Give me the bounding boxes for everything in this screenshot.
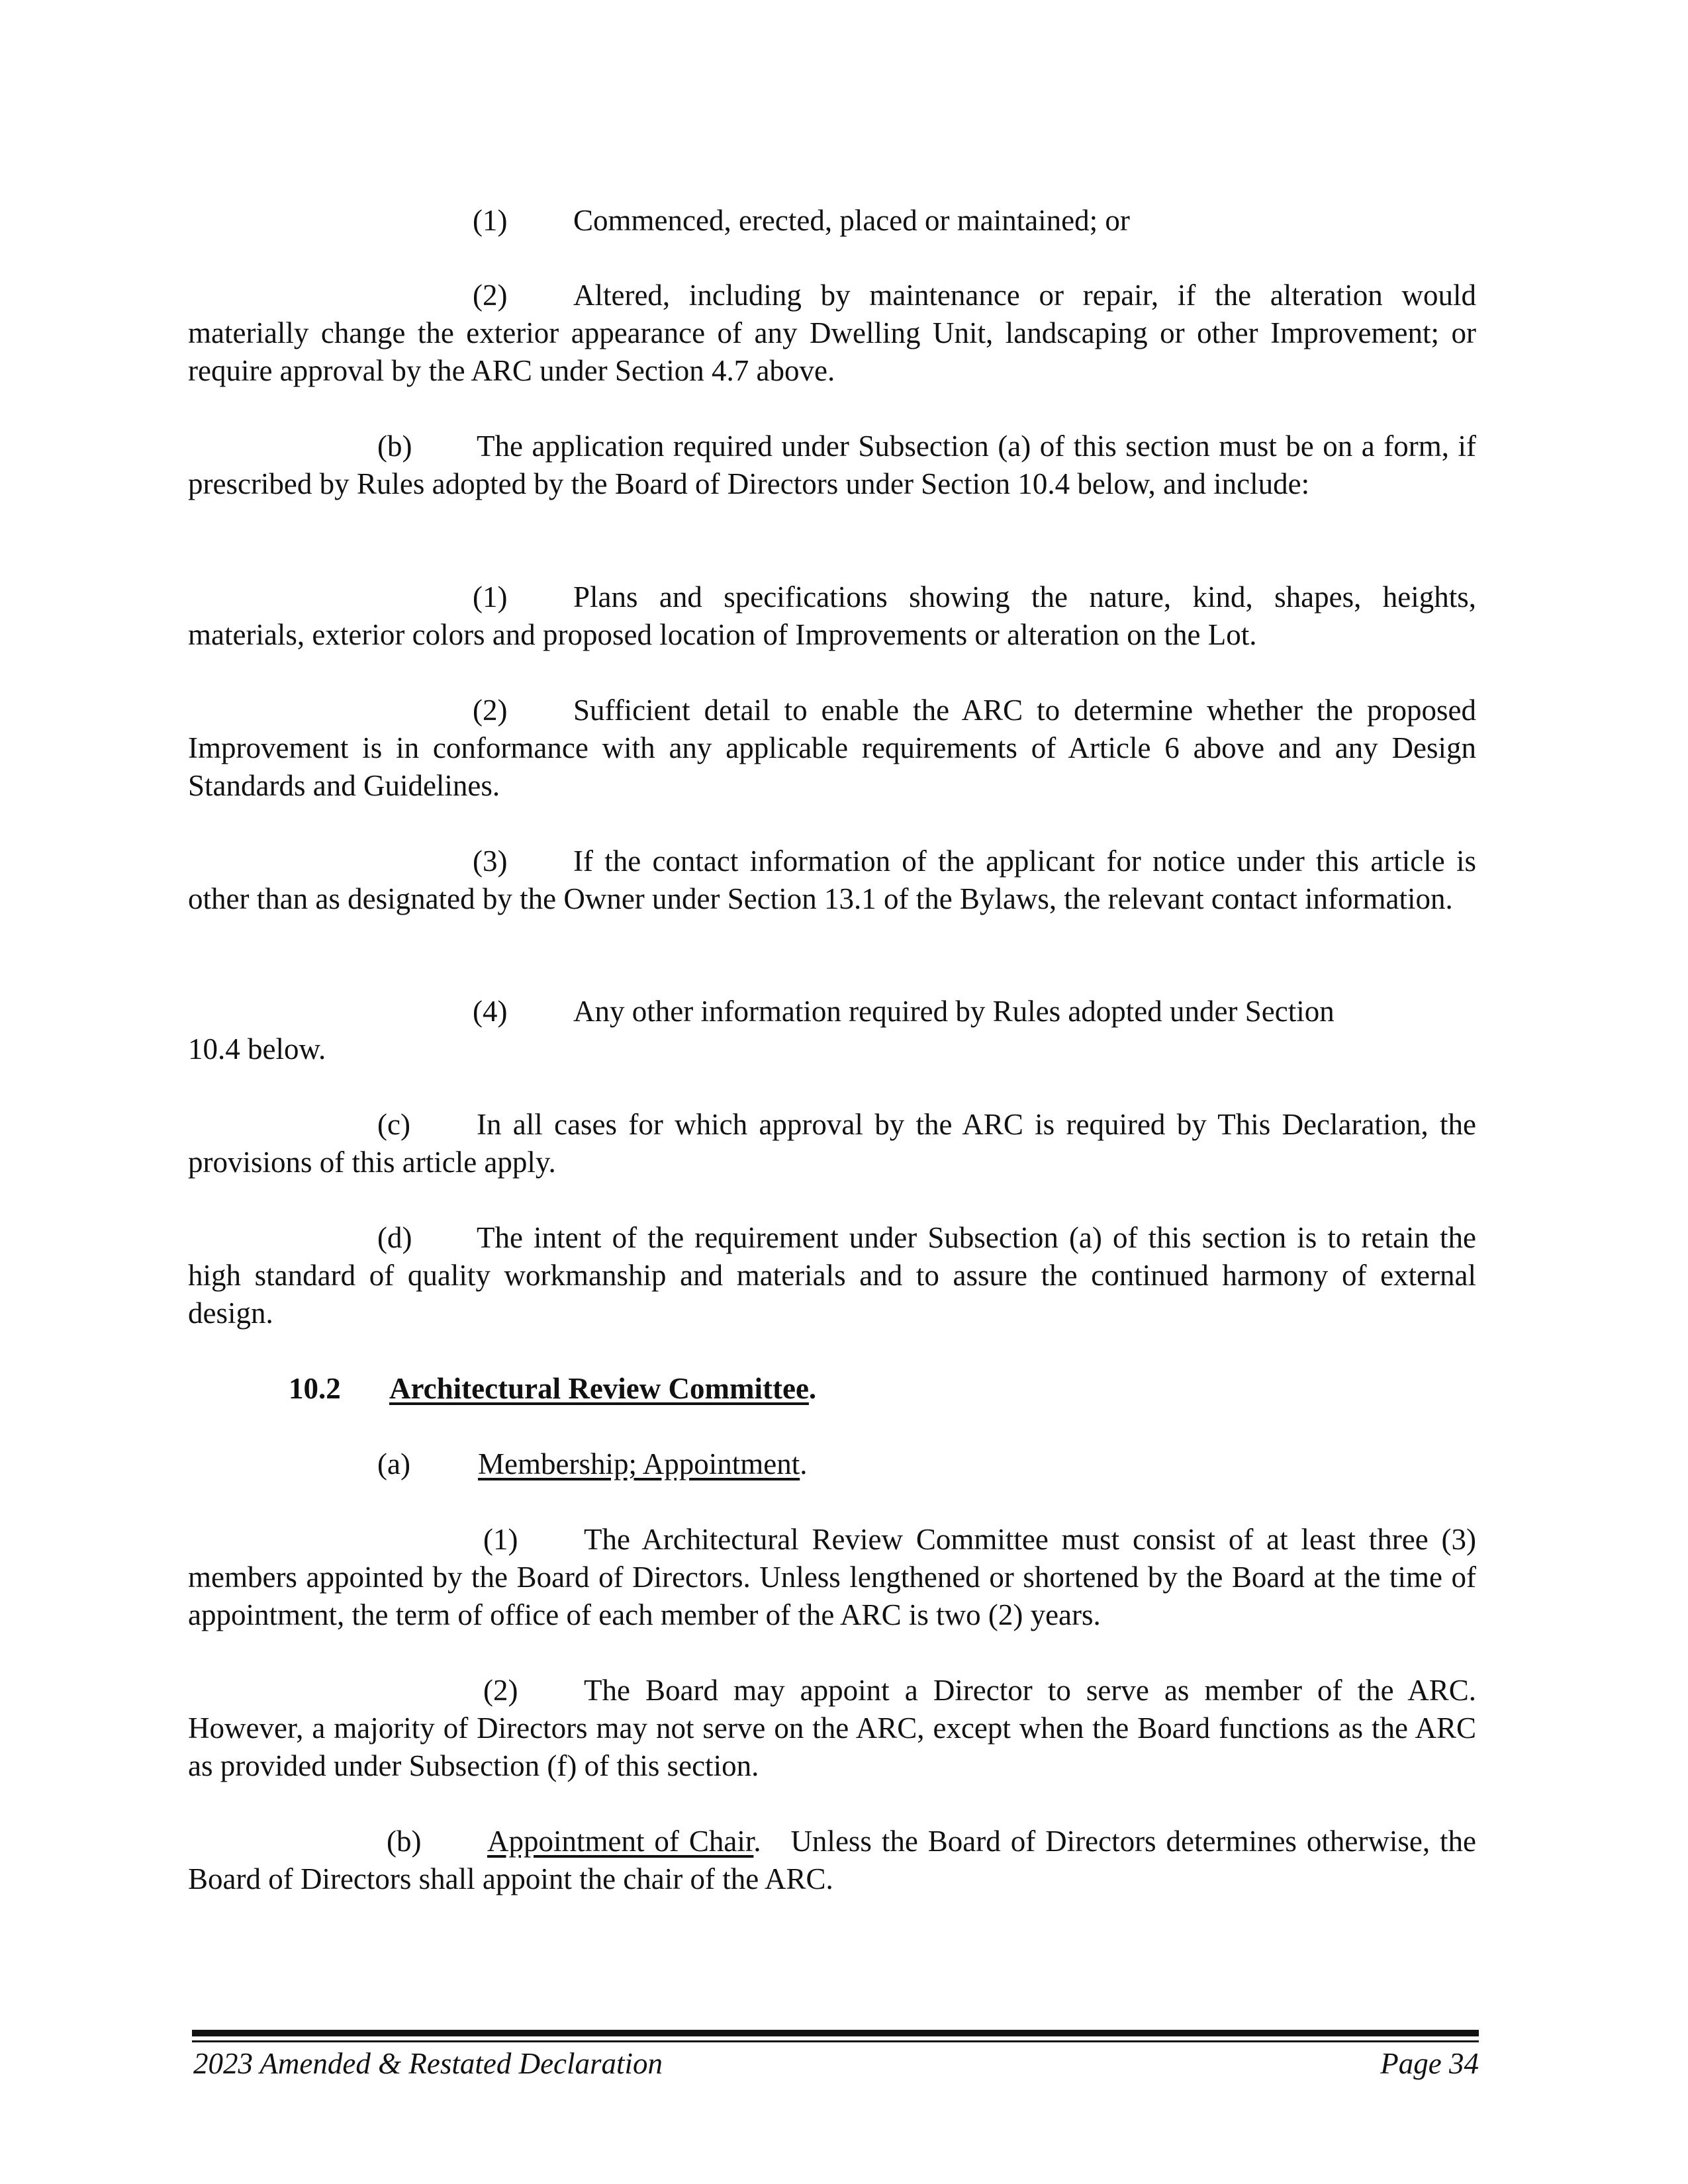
paragraph-item: (b) Appointment of Chair. Unless the Board of Directors determines otherwise, the Board of Directors shall appoint the chair of the ARC. bbox=[188, 1823, 1476, 1898]
paragraph-text: The intent of the requirement under Subsection (a) of this section is to retain the high standard of quality workmanship and materials and to assure the continued harmony of external design. bbox=[188, 1221, 1476, 1330]
paragraph-continuation bbox=[188, 1030, 1476, 1068]
item-label: (b) bbox=[387, 1825, 422, 1858]
item-label: (2) bbox=[483, 1674, 518, 1707]
item-label: (1) bbox=[473, 580, 508, 614]
subsection-title: Appointment of Chair bbox=[487, 1825, 754, 1858]
paragraph-text: Sufficient detail to enable the ARC to determine whether the proposed Improvement is in conformance with any applicable requirements of Article 6 above and any Design Standards and Guidelines. bbox=[188, 694, 1476, 802]
item-label: (a) bbox=[377, 1447, 410, 1480]
document-page: (1) Commenced, erected, placed or maintained; or (2) Altered, including by maintenance or repair, if the alteration would materially change the exterior appearance of any Dwelling Unit, landscaping or other Improvement; or require approval by the ARC under Section 4.7 above. (b) The application required under Subsection (a) of this section must be on a form, if prescribed by Rules adopted by the Board of Directors under Section 10.4 below, and include: (1) Plans and specifications showing the nature, kind, shapes, heights, materials, exterior colors and proposed location of Improvements or alteration on the Lot. (2) Sufficient detail to enable the ARC to determine whether the proposed Improvement is in conformance with any applicable requirements of Article 6 above and any Design Standards and Guidelines. (3) If the contact information of the applicant for notice under this article is other than as designated by the Owner under Section 13.1 of the Bylaws, the relevant contact information. (4) Any other information required by Rules adopted under Section 10.4 below. (c) In all cases for which approval by the ARC is required by This Declaration, the provisions of this article apply. (d) The intent of the requirement under Subsection (a) of this section is to retain the high standard of quality workmanship and materials and to assure the continued harmony of external design. 10.2 Architectural Review Committee. (a) Membership; Appointment. (1) The Architectural Review Committee must consist of at least three (3) members appointed by the Board of Directors. Unless lengthened or shortened by the Board at the time of appointment, the term of office of each member of the ARC is two (2) years. (2) The Board may appoint a Director to serve as member of the ARC. However, a majority of Directors may not serve on the ARC, except when the Board functions as the ARC as provided under Subsection (f) of this section. (b) Appointment of Chair. Unless the Board of Directors determines otherwise, the Board of Directors shall appoint the chair of the ARC. 2023 Amended & Restated Declaration Page 34 bbox=[0, 0, 1688, 2184]
paragraph-text: The Board may appoint a Director to serve as member of the ARC. However, a majority of Directors may not serve on the ARC, except when the Board functions as the ARC as provided under Subsection (f) of this section. bbox=[188, 1674, 1476, 1782]
page-number: Page 34 bbox=[1380, 2047, 1479, 2080]
item-label: (b) bbox=[377, 430, 412, 463]
paragraph-item bbox=[188, 993, 1476, 1030]
paragraph-item bbox=[188, 277, 1476, 390]
item-label: (1) bbox=[473, 204, 508, 237]
paragraph-item bbox=[188, 428, 1476, 503]
item-label: (3) bbox=[473, 844, 508, 878]
paragraph-item bbox=[188, 1219, 1476, 1332]
paragraph-text: 10.4 below. bbox=[188, 1032, 326, 1066]
paragraph-text: Any other information required by Rules adopted under Section bbox=[573, 995, 1335, 1028]
item-label: (1) bbox=[483, 1523, 518, 1556]
paragraph-text: Plans and specifications showing the nature, kind, shapes, heights, materials, exterior colors and proposed location of Improvements or alteration on the Lot. bbox=[188, 580, 1476, 651]
paragraph-text: Altered, including by maintenance or repair, if the alteration would materially change the exterior appearance of any Dwelling Unit, landscaping or other Improvement; or require approval by the ARC under Section 4.7 above. bbox=[188, 279, 1476, 387]
paragraph-text: The application required under Subsection (a) of this section must be on a form, if prescribed by Rules adopted by the Board of Directors under Section 10.4 below, and include: bbox=[188, 430, 1476, 500]
paragraph-text: Unless the Board of Directors determines otherwise, the Board of Directors shall appoint the chair of the ARC. bbox=[188, 1825, 1476, 1895]
paragraph-text: In all cases for which approval by the ARC is required by This Declaration, the provisions of this article apply. bbox=[188, 1108, 1476, 1179]
paragraph-text: The Architectural Review Committee must consist of at least three (3) members appointed by the Board of Directors. Unless lengthened or shortened by the Board at the time of appointment, the term of office of each member of the ARC is two (2) years. bbox=[188, 1523, 1476, 1631]
item-label: (2) bbox=[473, 279, 508, 312]
footer-title: 2023 Amended & Restated Declaration bbox=[193, 2047, 663, 2080]
paragraph-text: Commenced, erected, placed or maintained; or bbox=[573, 204, 1130, 237]
footer-rule bbox=[192, 2030, 1479, 2036]
paragraph-item bbox=[188, 578, 1476, 654]
paragraph-item bbox=[188, 692, 1476, 805]
item-label: (d) bbox=[377, 1221, 412, 1254]
paragraph-item bbox=[188, 202, 1476, 240]
paragraph-item bbox=[188, 842, 1476, 918]
item-label: (c) bbox=[377, 1108, 410, 1141]
paragraph-item bbox=[188, 1521, 1476, 1634]
paragraph-item bbox=[188, 1672, 1476, 1785]
paragraph-item bbox=[188, 1106, 1476, 1181]
item-label: (4) bbox=[473, 995, 508, 1028]
footer-rule bbox=[192, 2040, 1479, 2042]
subsection-title: Membership; Appointment bbox=[478, 1447, 800, 1480]
section-title: Architectural Review Committee bbox=[389, 1372, 809, 1405]
paragraph-text: If the contact information of the applicant for notice under this article is other than as designated by the Owner under Section 13.1 of the Bylaws, the relevant contact information. bbox=[188, 844, 1476, 915]
section-number: 10.2 bbox=[289, 1372, 341, 1405]
item-label: (2) bbox=[473, 694, 508, 727]
